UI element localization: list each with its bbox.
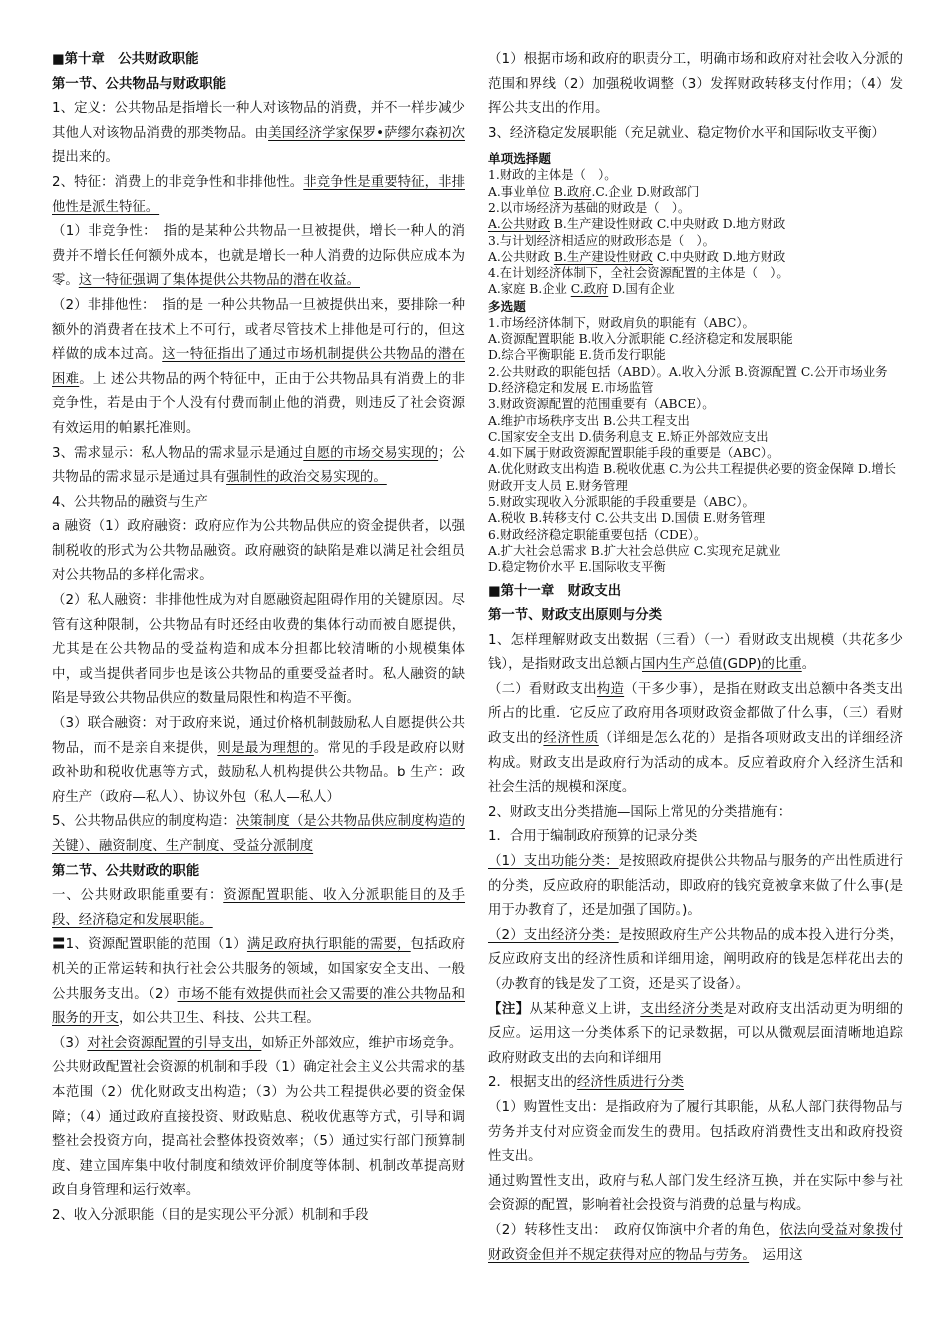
underlined-text: B.生产建设性财政	[553, 249, 653, 264]
text-run: 2、收入分派职能（目的是实现公平分派）机制和手段	[52, 1207, 369, 1223]
paragraph	[488, 216, 903, 232]
underlined-text: 则是最为理想的	[217, 740, 314, 756]
text-run: 如矫正外部效应，维护市场竞争。	[261, 1035, 463, 1051]
right-top-section	[488, 48, 903, 146]
underlined-text: 这一特征指出了通过市场机制提供公共物品的潜在困难	[52, 347, 466, 387]
text-run: （2）转移性支出： 政府仅饰演中介者的角色，	[488, 1222, 780, 1238]
paragraph	[488, 233, 903, 249]
text-run: （3）	[52, 1035, 88, 1051]
text-run: 2、特征：消费上的非竞争性和非排他性。	[52, 174, 304, 190]
paragraph	[488, 543, 903, 559]
underlined-text: A.公共财政	[488, 217, 550, 232]
paragraph	[488, 48, 903, 122]
paragraph	[52, 442, 465, 491]
text-run: 4.在计划经济体制下，全社会资源配置的主体是（ ）。	[488, 266, 789, 281]
text-run: A.公共财政	[488, 249, 554, 264]
text-run: A.扩大社会总需求 B.扩大社会总供应 C.实现充足就业	[488, 543, 781, 558]
text-run: （1）非竞争性： 指的是某种公共物品一旦被提供，增长一种人的消费并不增长任何额外成本，也就是增长一种人消费的边际供应成本为零。	[52, 224, 465, 289]
text-run: 公共财政配置社会资源的机制和手段（1）确定社会主义公共需求的基本范围（2）优化财政支出构造；（3）为公共工程提供必要的资金保障；（4）通过政府直接投资、财政贴息、税收优惠等方式，引导和调整社会投资方向，提高社会整体投资效率；（5）通过实行部门预算制度、建立国库集中收付制度和绩效评价制度等体制、机制改革提高财政自身管理和运行效率。	[52, 1060, 465, 1199]
text-run: 2.公共财政的职能包括（ABD）。A.收入分派 B.资源配置 C.公开市场业务 D.经济稳定和发展 E.市场监管	[488, 364, 888, 395]
text-run: （详细是怎么花的）是指各项财政支出的详细经济构成。财政支出是政府行为活动的成本。反应着政府介入经济生活和社会生活的规模和深度。	[488, 731, 904, 796]
paragraph	[52, 933, 465, 1031]
text-run: 第一节、公共物品与财政职能	[52, 76, 227, 92]
underlined-text: B.政府	[553, 184, 592, 199]
text-run: C.中央财政 D.地方财政	[652, 249, 786, 264]
paragraph	[488, 265, 903, 281]
paragraph	[488, 850, 903, 924]
text-run: 从某种意义上讲，	[529, 1001, 641, 1017]
text-run: （2）私人融资：非排他性成为对自愿融资起阻碍作用的关键原因。尽管有这种限制，公共物品有时还经由收费的集体行动而被自愿提供，尤其是在公共物品的受益构造和成本分担都比较清晰的小规模集体中，或当提供者同步也是该公共物品的重要受益者时。私人融资的缺陷是导致公共物品供应的数量局限性和构造不平衡。	[52, 593, 465, 707]
paragraph	[488, 1096, 903, 1170]
underlined-text: 国内生产总值(GDP)的比重	[642, 657, 802, 673]
text-run: 。	[801, 657, 816, 673]
text-run: 3、需求显示：私人物品的需求显示是通过	[52, 445, 304, 461]
paragraph	[488, 1170, 903, 1219]
text-run: 包括政府机关的正常运转和执行社会公共服务的领域，如国家安全支出、一般公共服务支出。（2）	[52, 937, 466, 1002]
text-run: 2、财政支出分类措施—国际上常见的分类措施有：	[488, 804, 792, 820]
underlined-text: 决策制度（是公共物品供应制度构造的关键）、融资制度、生产制度、受益分派制度	[52, 814, 465, 854]
text-run: 3.财政资源配置的范围重要有（ABCE）。	[488, 397, 715, 412]
paragraph	[52, 1032, 465, 1057]
paragraph	[52, 220, 465, 294]
paragraph	[488, 559, 903, 575]
paragraph	[488, 396, 903, 412]
text-run: 5、公共物品供应的制度构造：	[52, 814, 236, 830]
paragraph	[488, 629, 903, 678]
paragraph	[52, 589, 465, 712]
underlined-text: 构造	[596, 681, 625, 697]
text-run: D.稳定物价水平 E.国际收支平衡	[488, 560, 666, 575]
text-run: D.国有企业	[608, 282, 675, 297]
paragraph	[52, 712, 465, 810]
text-run: A.事业单位	[488, 184, 554, 199]
text-run: 【注】	[488, 1001, 530, 1017]
chapter-heading	[488, 580, 903, 605]
paragraph	[488, 494, 903, 510]
paragraph	[488, 678, 903, 801]
text-run: ■第十章 公共财政职能	[52, 52, 199, 67]
section-heading	[52, 73, 465, 98]
paragraph	[488, 184, 903, 200]
paragraph	[488, 825, 903, 850]
text-run: 1.市场经济体制下，财政肩负的职能有（ABC）。	[488, 315, 755, 330]
text-run: 2．根据支出的	[488, 1075, 577, 1091]
text-run: 5.财政实现收入分派职能的手段重要是（ABC）。	[488, 495, 755, 510]
text-run: 通过购置性支出，政府与私人部门发生经济互换，并在实际中参与社会资源的配置，影响着社会投资与消费的总量与构成。	[488, 1173, 903, 1214]
text-run: ，如公共卫生、科技、公共工程。	[118, 1011, 320, 1027]
paragraph	[488, 347, 903, 363]
paragraph	[488, 998, 903, 1072]
text-run: 1、定义：公共物品是指增长一种人对该物品的消费，并不一样步减少其他人对该物品消费的那类物品。由	[52, 101, 465, 141]
text-run: ■第十一章 财政支出	[488, 583, 622, 599]
paragraph	[488, 1071, 903, 1096]
paragraph	[52, 1056, 465, 1204]
text-run: （1）购置性支出：是指政府为了履行其职能，从私人部门获得物品与劳务并支付对应资金而发生的费用。包括政府消费性支出和政府投资性支出。	[488, 1099, 903, 1165]
text-run: A.优化财政支出构造 B.税收优惠 C.为公共工程提供必要的资金保障 D.增长财政开支人员 E.财务管理	[488, 462, 896, 493]
paragraph	[52, 515, 465, 589]
text-run: 2.以市场经济为基础的财政是（ ）。	[488, 200, 691, 215]
text-run: 是按照政府生产公共物品的成本投入进行分类，反应政府支出的经济性质和详细用途，阐明政府的钱是怎样花出去的（办教育的钱是发了工资，还是买了设备）。	[488, 927, 903, 992]
paragraph	[52, 884, 465, 933]
text-run: 3.与计划经济相适应的财政形态是（ ）。	[488, 233, 715, 248]
text-run: 1、怎样理解财政支出数据（三看）（一）看财政支出规模（共花多少钱），是指财政支出总额占	[488, 632, 903, 673]
underlined-text: 这一特征强调了集体提供公共物品的潜在收益。	[78, 273, 360, 289]
underlined-text: C.政府	[570, 282, 609, 297]
underlined-text: 满足政府执行职能的需要，	[246, 937, 411, 953]
text-run: 6.财政经济稳定职能重要包括（CDE）。	[488, 527, 707, 542]
underlined-text: 自愿的市场交易实现的	[303, 445, 439, 461]
paragraph	[52, 97, 465, 171]
left-column	[52, 48, 465, 1229]
text-run: （1）根据市场和政府的职责分工，明确市场和政府对社会收入分派的范围和界线（2）加强税收调整（3）发挥财政转移支付作用；（4）发挥公共支出的作用。	[488, 52, 903, 117]
text-run: 提出来的。	[52, 150, 119, 166]
text-run: （干多少事），是指在财政支出总额中各类支出所占的比重．它反应了政府用各项财政资金都做了什么事，（三）看财政支出的	[488, 681, 904, 747]
paragraph	[488, 429, 903, 445]
underlined-text: 美国经济学家保罗•萨缪尔森初次	[268, 125, 466, 141]
text-run: 3、经济稳定发展职能（充足就业、稳定物价水平和国际收支平衡）	[488, 125, 885, 141]
paragraph	[52, 171, 465, 220]
quiz-section	[488, 150, 903, 575]
underlined-text: 支出经济分类	[640, 1001, 724, 1017]
paragraph	[488, 167, 903, 183]
text-run: A.维护市场秩序支出 B.公共工程支出	[488, 413, 690, 428]
underlined-text: 经济性质进行分类	[576, 1075, 684, 1091]
underlined-text: 市场不能有效提供而社会又需要的准公共物品和服务的开支	[52, 986, 466, 1027]
right-column	[488, 48, 903, 1268]
paragraph	[52, 810, 465, 859]
underlined-text: 对社会资源配置的引导支出，	[87, 1035, 262, 1051]
section-heading	[52, 860, 465, 885]
paragraph	[488, 200, 903, 216]
underlined-text: （2）支出经济分类：	[488, 927, 619, 943]
text-run: 。常见的手段是政府以财政补助和税收优惠等方式，鼓励私人机构提供公共物品。b 生产：政府生产（政府—私人）、协议外包（私人—私人）	[52, 740, 466, 805]
paragraph	[488, 281, 903, 297]
paragraph	[488, 364, 903, 397]
text-run: .C.企业 D.财政部门	[591, 184, 700, 199]
chapter-11-section	[488, 580, 903, 1269]
paragraph	[488, 1219, 903, 1268]
text-run: a 融资（1）政府融资：政府应作为公共物品供应的资金提供者，以强制税收的形式为公共物品融资。政府融资的缺陷是难以满足社会组员对公共物品的多样化需求。	[52, 519, 465, 584]
paragraph	[488, 413, 903, 429]
text-run: A.税收 B.转移支付 C.公共支出 D.国债 E.财务管理	[488, 511, 766, 526]
text-run: （2）非排他性： 指的是 一种公共物品一旦被提供出来，要排除一种额外的消费者在技术上不可行，或者尽管技术上排他是可行的，但这样做的成本过高。	[52, 297, 465, 363]
paragraph	[488, 331, 903, 347]
paragraph	[52, 491, 465, 516]
text-run: 第一节、财政支出原则与分类	[488, 608, 663, 624]
text-run: B.生产建设性财政 C.中央财政 D.地方财政	[549, 217, 786, 232]
text-run: A.资源配置职能 B.收入分派职能 C.经济稳定和发展职能	[488, 332, 793, 347]
paragraph	[488, 122, 903, 147]
underlined-text: 强制性的政治交易实现的。	[226, 470, 387, 486]
quiz-heading	[488, 298, 903, 315]
text-run: 4.如下属于财政资源配置职能手段的重要是（ABC）。	[488, 446, 780, 461]
text-run: ；公共物品的需求显示是通过具有	[52, 445, 465, 486]
text-run: A.家庭 B.企业	[488, 282, 571, 297]
text-run: 一、公共财政职能重要有：	[52, 888, 224, 904]
underlined-text: 经济性质	[543, 731, 599, 747]
underlined-text: （1）支出功能分类：	[488, 854, 619, 870]
text-run: 是按照政府提供公共物品与服务的产出性质进行的分类，反应政府的职能活动，即政府的钱究竟被拿来做了什么事(是用于办教育了，还是加强了国防。)。	[488, 854, 903, 919]
text-run: 1．合用于编制政府预算的记录分类	[488, 829, 698, 845]
text-run: （二）看财政支出	[488, 681, 597, 697]
text-run: 〓1、资源配置职能的范围（1）	[52, 937, 247, 953]
paragraph	[52, 294, 465, 442]
paragraph	[488, 510, 903, 526]
underlined-text: 非竞争性是重要特征，非排他性是派生特征。	[52, 174, 465, 215]
text-run: 1.财政的主体是（ ）。	[488, 168, 617, 183]
paragraph	[488, 445, 903, 461]
section-heading	[488, 604, 903, 629]
text-run: 单项选择题	[488, 151, 551, 167]
text-run: 运用这	[749, 1247, 803, 1263]
paragraph	[488, 527, 903, 543]
underlined-text: 依法向受益对象拨付财政资金但并不规定获得对应的物品与劳务。	[488, 1222, 903, 1263]
text-run: 第二节、公共财政的职能	[52, 863, 200, 879]
paragraph	[488, 924, 903, 998]
paragraph	[488, 249, 903, 265]
text-run: D.综合平衡职能 E.货币发行职能	[488, 348, 666, 363]
text-run: C.国家安全支出 D.债务利息支 E.矫正外部效应支出	[488, 429, 769, 444]
paragraph	[488, 801, 903, 826]
text-run: 是对政府支出活动更为明细的反应。运用这一分类体系下的记录数据，可以从微观层面清晰地追踪政府财政支出的去向和详细用	[488, 1001, 904, 1066]
text-run: 。上 述公共物品的两个特征中，正由于公共物品具有消费上的非竞争性，若是由于个人没有付费而制止他的消费，则违反了社会资源有效运用的帕累托准则。	[52, 371, 465, 436]
quiz-heading	[488, 150, 903, 167]
underlined-text: 资源配置职能、收入分派职能目的及手段、经济稳定和发展职能。	[52, 888, 466, 928]
paragraph	[52, 1204, 465, 1229]
chapter-heading	[52, 48, 465, 73]
paragraph	[488, 461, 903, 494]
text-run: 多选题	[488, 298, 526, 314]
text-run: （3）联合融资：对于政府来说，通过价格机制鼓励私人自愿提供公共物品，而不是亲自来提供，	[52, 716, 465, 756]
paragraph	[488, 315, 903, 331]
text-run: 4、公共物品的融资与生产	[52, 494, 208, 510]
